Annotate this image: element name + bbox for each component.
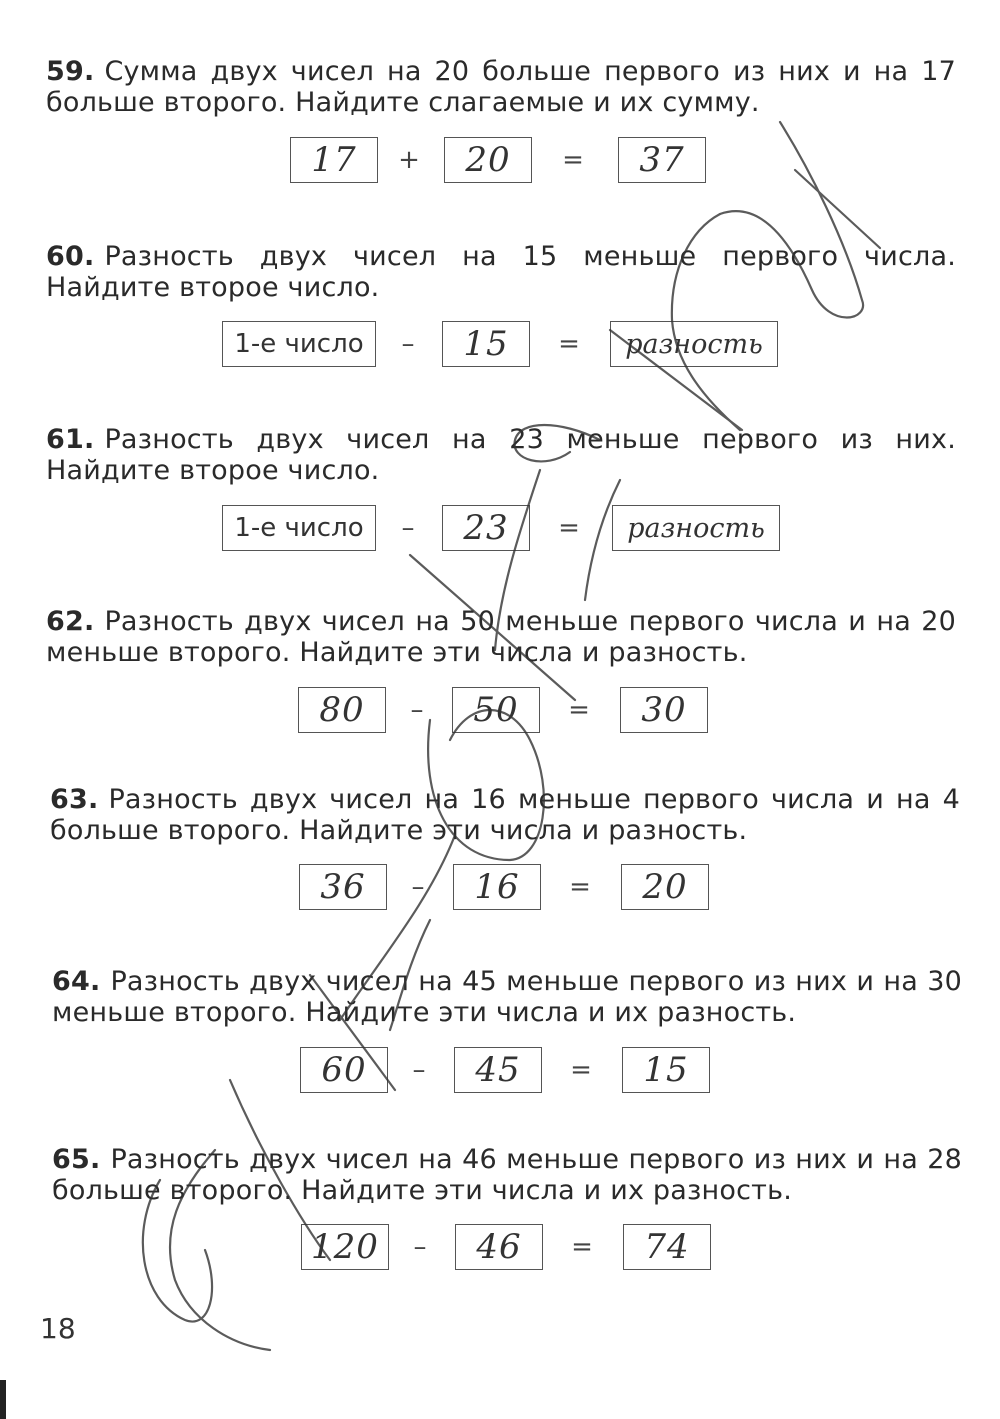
answer-box-result[interactable]: 15 bbox=[622, 1047, 710, 1093]
problem-text: 63. Разность двух чисел на 16 меньше первого числа и на 4 больше второго. Найдите эти числа и разность. bbox=[50, 784, 960, 846]
minus-sign: – bbox=[411, 872, 425, 902]
equals-sign: = bbox=[558, 513, 580, 543]
answer-box-second[interactable]: 15 bbox=[442, 321, 530, 367]
equals-sign: = bbox=[562, 145, 584, 175]
problem-text: 61. Разность двух чисел на 23 меньше первого из них. Найдите второе число. bbox=[46, 424, 956, 486]
page-number: 18 bbox=[40, 1312, 76, 1345]
problem-number: 61. bbox=[46, 424, 95, 455]
answer-box-result[interactable]: разность bbox=[610, 321, 778, 367]
problem-text: 62. Разность двух чисел на 50 меньше первого числа и на 20 меньше второго. Найдите эти числа и разность. bbox=[46, 606, 956, 668]
answer-box-first[interactable]: 80 bbox=[298, 687, 386, 733]
answer-box-result[interactable]: 30 bbox=[620, 687, 708, 733]
problem-number: 59. bbox=[46, 56, 95, 87]
problem-text: 60. Разность двух чисел на 15 меньше первого числа. Найдите второе число. bbox=[46, 241, 956, 303]
problem-65 bbox=[52, 1144, 962, 1206]
problem-number: 63. bbox=[50, 784, 99, 815]
equation-63 bbox=[299, 864, 719, 916]
answer-box-first[interactable]: 120 bbox=[301, 1224, 389, 1270]
problem-text: 64. Разность двух чисел на 45 меньше первого из них и на 30 меньше второго. Найдите эти числа и их разность. bbox=[52, 966, 962, 1028]
problem-59 bbox=[46, 56, 956, 118]
answer-box-result[interactable]: 20 bbox=[621, 864, 709, 910]
minus-sign: – bbox=[413, 1232, 427, 1262]
answer-box-result[interactable]: 37 bbox=[618, 137, 706, 183]
page-edge-mark bbox=[0, 1380, 6, 1419]
equation-60 bbox=[222, 321, 782, 373]
equals-sign: = bbox=[568, 695, 590, 725]
answer-box-second[interactable]: 20 bbox=[444, 137, 532, 183]
problem-text: 65. Разность двух чисел на 46 меньше первого из них и на 28 больше второго. Найдите эти числа и их разность. bbox=[52, 1144, 962, 1206]
minus-sign: – bbox=[410, 695, 424, 725]
equals-sign: = bbox=[558, 329, 580, 359]
answer-box-first[interactable]: 1-е число bbox=[222, 505, 376, 551]
equals-sign: = bbox=[571, 1232, 593, 1262]
answer-box-second[interactable]: 46 bbox=[455, 1224, 543, 1270]
equals-sign: = bbox=[570, 1055, 592, 1085]
minus-sign: – bbox=[401, 513, 415, 543]
plus-sign: + bbox=[398, 145, 420, 175]
problem-number: 65. bbox=[52, 1144, 101, 1175]
answer-box-second[interactable]: 50 bbox=[452, 687, 540, 733]
equation-61 bbox=[222, 505, 782, 557]
answer-box-first[interactable]: 17 bbox=[290, 137, 378, 183]
problem-61 bbox=[46, 424, 956, 486]
answer-box-first[interactable]: 36 bbox=[299, 864, 387, 910]
answer-box-first[interactable]: 60 bbox=[300, 1047, 388, 1093]
problem-number: 60. bbox=[46, 241, 95, 272]
problem-number: 62. bbox=[46, 606, 95, 637]
problem-60 bbox=[46, 241, 956, 303]
answer-box-second[interactable]: 45 bbox=[454, 1047, 542, 1093]
equation-62 bbox=[298, 687, 718, 739]
problem-64 bbox=[52, 966, 962, 1028]
answer-box-second[interactable]: 23 bbox=[442, 505, 530, 551]
equals-sign: = bbox=[569, 872, 591, 902]
answer-box-first[interactable]: 1-е число bbox=[222, 321, 376, 367]
problem-text: 59. Сумма двух чисел на 20 больше первого из них и на 17 больше второго. Найдите слагаемые и их сумму. bbox=[46, 56, 956, 118]
minus-sign: – bbox=[412, 1055, 426, 1085]
problem-62 bbox=[46, 606, 956, 668]
answer-box-result[interactable]: 74 bbox=[623, 1224, 711, 1270]
equation-59 bbox=[290, 137, 710, 189]
problem-number: 64. bbox=[52, 966, 101, 997]
equation-65 bbox=[301, 1224, 721, 1276]
minus-sign: – bbox=[401, 329, 415, 359]
equation-64 bbox=[300, 1047, 720, 1099]
answer-box-second[interactable]: 16 bbox=[453, 864, 541, 910]
problem-63 bbox=[50, 784, 960, 846]
answer-box-result[interactable]: разность bbox=[612, 505, 780, 551]
